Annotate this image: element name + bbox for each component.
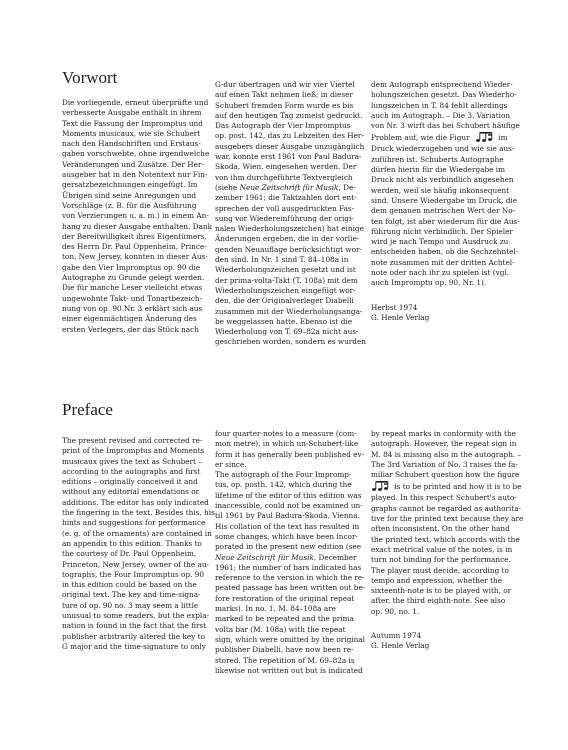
text-line: editions – originally conceived it and <box>62 477 198 487</box>
signature-date: Herbst 1974 <box>371 302 418 312</box>
text-line: tempo and expression, whether the <box>371 575 503 585</box>
figure-line-text-after: im <box>498 133 508 143</box>
text-line: The autograph of the Four Impromp- <box>215 470 352 480</box>
text-line: publisher Diabelli, have now been re- <box>215 645 354 655</box>
text-line: op. post. 142, das zu Lebzeiten des Her- <box>215 131 364 141</box>
text-line: verbesserte Ausgabe enthält in ihrem <box>62 108 202 118</box>
text-line: ton, New Jersey, konnten in dieser Aus- <box>62 252 208 262</box>
signature-publisher: G. Henle Verlag <box>371 312 430 322</box>
preface-column-2 <box>215 429 366 676</box>
text-line: Das Autograph der Vier Impromptus <box>215 121 351 131</box>
vorwort-column-2 <box>215 80 366 348</box>
text-line: entscheiden haben, ob die Sechzehntel- <box>371 247 519 257</box>
text-line: Moments musicaux, wie sie Schubert <box>62 128 201 138</box>
text-line: werden, weil sie häufig inkonsequent <box>371 185 510 195</box>
text-line: von Verzierungen u. a. m.) in einem An- <box>62 211 209 221</box>
text-line: ungewohnte Takt- und Tonartbezeich- <box>62 293 203 303</box>
text-line: sprechen der voll ausgedruckten Fas- <box>215 203 355 213</box>
text-line: publisher arbitrarily altered the key to <box>62 631 205 641</box>
text-line: zember 1961; die Taktzahlen dort ent- <box>215 193 357 203</box>
text-line: original text. The key and time-signa- <box>62 590 201 600</box>
text-line: auf den heutigen Tag zumeist gedruckt. <box>215 110 363 120</box>
text-line: unusual to some readers, but the expla- <box>62 611 210 621</box>
text-line: dem genauen metrischen Wert der No- <box>371 206 516 216</box>
signature-publisher: G. Henle Verlag <box>371 641 430 651</box>
text-line: exact metrical value of the notes, is in <box>371 544 513 554</box>
text-line: Wiederholungszeichen eingefügt wor- <box>215 285 356 295</box>
text-line: Die vorliegende, erneut überprüfte und <box>62 98 209 107</box>
text-line: geschrieben worden, sondern es wurden <box>215 337 366 347</box>
rhythm-figure-icon <box>371 480 389 492</box>
text-line: four quarter-notes to a measure (com- <box>215 429 357 438</box>
text-line: porated in the present new edition (see <box>215 542 362 552</box>
text-line: auch Impromptu op. 90, Nr. 1). <box>371 278 487 288</box>
text-line: ersten Verlegers, der das Stück nach <box>62 324 199 334</box>
text-line: form it has generally been published ev- <box>215 449 365 459</box>
text-line: Änderungen ergeben, die in der vorlie- <box>215 234 360 244</box>
text-line: war, konnte erst 1961 von Paul Badura- <box>215 152 362 162</box>
text-line: Druck nicht als verbindlich angesehen <box>371 175 514 185</box>
text-line: nung von op. 90 Nr. 3 erklärt sich aus <box>62 303 203 313</box>
text-line: The 3rd Variation of No. 3 raises the fa- <box>371 459 518 469</box>
vorwort-column-1 <box>62 98 213 335</box>
text-line: wird je nach Tempo und Ausdruck zu <box>371 237 509 247</box>
text-line: inaccessible, could not be examined un- <box>215 501 363 511</box>
text-line: den, die der Originalverleger Diabelli <box>215 296 354 306</box>
vorwort-column-3 <box>371 80 520 323</box>
text-line: der Bereitwilligkeit ihres Eigentümers, <box>62 231 207 241</box>
text-line: Vorschläge (z. B. für die Ausführung <box>62 200 197 210</box>
text-line: lifetime of the editor of this edition was <box>215 490 362 500</box>
text-line: sung vor Wiedereinführung der origi- <box>215 213 354 223</box>
text-line: lungszeichen in T. 84 fehlt allerdings <box>371 100 508 110</box>
rhythm-figure-icon <box>475 131 493 143</box>
text-line: gersatzbezeichnungen eingefügt. Im <box>62 180 198 190</box>
text-line: ten folgt, ist aber wiederum für die Aus- <box>371 216 520 226</box>
text-line: des Herrn Dr. Paul Oppenheim, Prince- <box>62 242 207 252</box>
figure-line <box>371 131 507 144</box>
text-line: sind. Unsere Wiedergabe im Druck, die <box>371 195 518 205</box>
text-line: Neue Zeitschrift für Musik, December <box>215 552 357 562</box>
text-line: auch im Autograph. – Die 3. Variation <box>371 110 511 120</box>
text-line: sixteenth-note is to be played with, or <box>371 586 512 596</box>
vorwort-title: Vorwort <box>62 68 118 87</box>
text-line: til 1961 by Paul Badura-Skoda, Vienna. <box>215 511 360 521</box>
text-line: often inconsistent. On the other hand <box>371 524 510 534</box>
text-line: nation is found in the fact that the first <box>62 621 207 631</box>
text-line: gabe den Vier Impromptus op. 90 die <box>62 262 201 272</box>
text-line: note zusammen mit der dritten Achtel- <box>371 257 515 267</box>
text-line: Wiederholungszeichen gesetzt und ist <box>215 265 356 275</box>
text-line: auf einen Takt nehmen ließ; in dieser <box>215 90 353 100</box>
text-line: played. In this respect Schubert's auto- <box>371 493 517 503</box>
text-line: gaben vorschwebte, ohne irgendwelche <box>62 149 210 159</box>
text-line: genden Neuauflage berücksichtigt wor- <box>215 244 363 254</box>
preface-column-3 <box>371 429 524 652</box>
text-line: peated passage has been written out be- <box>215 583 366 593</box>
text-line: dürfen hierin für die Wiedergabe im <box>371 165 506 175</box>
text-line: von Nr. 3 wirft das bei Schubert häufige <box>371 121 520 131</box>
text-line: tive for the printed text because they are <box>371 514 524 524</box>
text-line: den sind. In Nr. 1 sind T. 84–108a in <box>215 255 349 265</box>
text-line: Text die Fassung der Impromptus und <box>62 118 203 128</box>
text-line: nach den Handschriften und Erstaus- <box>62 139 201 149</box>
text-line: marked to be repeated and the prima <box>215 614 354 624</box>
text-line: tographs, the Four Impromptus op. 90 <box>62 569 205 579</box>
text-line: op. 90, no. 1. <box>371 606 420 616</box>
text-line: ture of op. 90 no. 3 may seem a little <box>62 600 199 610</box>
text-line: 1961; the number of bars indicated has <box>215 562 362 572</box>
text-line: according to the autographs and first <box>62 466 201 476</box>
text-line: volta bar (M. 108a) with the repeat <box>215 624 346 634</box>
text-line: mon metre), in which un-Schubert-like <box>215 439 359 449</box>
text-line: G major and the time-signature to only <box>62 641 206 651</box>
text-line: G-dur übertragen und wir vier Viertel <box>215 80 355 89</box>
text-line: ausgeber hat in den Notentext nur Fin- <box>62 170 208 180</box>
text-line: Skoda, Wien, eingesehen werden. Der <box>215 162 357 172</box>
text-line: Die für manche Leser vielleicht etwas <box>62 283 203 293</box>
text-line: in this edition could be based on the <box>62 580 197 590</box>
text-line: tus, op. posth. 142, which during the <box>215 480 352 490</box>
text-line: zuführen ist. Schuberts Autographe <box>371 154 504 164</box>
text-line: sign, which were omitted by the original <box>215 634 365 644</box>
text-line: graphs cannot be regarded as authorita- <box>371 503 522 513</box>
text-line: stored. The repetition of M. 69–82a is <box>215 655 355 665</box>
text-line: the courtesy of Dr. Paul Oppenheim, <box>62 549 197 559</box>
text-line: der prima-volta-Takt (T. 108a) mit dem <box>215 275 358 285</box>
text-line: er since. <box>215 459 247 469</box>
text-line: Veränderungen und Zusätze. Der Her- <box>62 159 204 169</box>
text-line: turn not binding for the performance. <box>371 555 511 565</box>
signature-date: Autumn 1974 <box>371 631 422 641</box>
text-line: (siehe Neue Zeitschrift für Musik, De- <box>215 182 356 192</box>
text-line: some changes, which have been incor- <box>215 531 358 541</box>
figure-line <box>371 480 522 493</box>
preface-title: Preface <box>62 400 113 419</box>
text-line: holungszeichen gesetzt. Das Wiederho- <box>371 90 517 100</box>
text-line: zusammen mit der Wiederholungsanga- <box>215 306 363 316</box>
text-line: fore restoration of the original repeat <box>215 593 355 603</box>
text-line: additions. The editor has only indicated <box>62 497 209 507</box>
text-line: reference to the version in which the re- <box>215 573 365 583</box>
text-line: führung nicht verbindlich. Der Spieler <box>371 226 513 236</box>
figure-line-text: Problem auf, wie die Figur <box>371 133 470 143</box>
text-line: (e. g. of the ornaments) are contained in <box>62 528 212 538</box>
text-line: by repeat marks in conformity with the <box>371 429 516 438</box>
text-line: His collation of the text has resulted in <box>215 521 360 531</box>
text-line: einer eigenmächtigen Änderung des <box>62 314 197 324</box>
figure-line-text-after: is to be printed and how it is to be <box>394 482 522 492</box>
text-line: note oder nach ihr zu spielen ist (vgl. <box>371 268 510 278</box>
text-line: an appendix to this edition. Thanks to <box>62 538 202 548</box>
text-line: nalen Wiederholungszeichen) hat einige <box>215 224 364 234</box>
text-line: the fingering in the text. Besides this, his <box>62 508 215 518</box>
text-line: autograph. However, the repeat sign in <box>371 439 517 449</box>
text-line: the printed text, which accords with the <box>371 534 520 544</box>
text-line: hang zu dieser Ausgabe enthalten. Dank <box>62 221 213 231</box>
text-line: Autographe zu Grunde gelegt werden. <box>62 273 205 283</box>
text-line: Princeton, New Jersey, owner of the au- <box>62 559 210 569</box>
text-line: be weggelassen hatte. Ebenso ist die <box>215 316 353 326</box>
text-line: Schubert fremden Form wurde es bis <box>215 100 354 110</box>
text-line: marks). In no. 1, M. 84–108a are <box>215 604 336 614</box>
text-line: The present revised and corrected re- <box>62 436 203 445</box>
text-line: Wiederholung von T. 69–82a nicht aus- <box>215 327 359 337</box>
text-line: likewise not written out but is indicated <box>215 665 363 675</box>
text-line: ausgebers dieser Ausgabe unzugänglich <box>215 141 365 151</box>
text-line: without any editorial emendations or <box>62 487 200 497</box>
text-line: print of the Impromptus and Moments <box>62 446 205 456</box>
text-line: Übrigen sind seine Anregungen und <box>62 190 197 200</box>
text-line: musicaux gives the text as Schubert – <box>62 456 202 466</box>
text-line: dem Autograph entsprechend Wieder- <box>371 80 513 89</box>
preface-column-1 <box>62 436 215 652</box>
text-line: von ihm durchgeführte Textvergleich <box>215 172 353 182</box>
text-line: M. 84 is missing also in the autograph. – <box>371 449 522 459</box>
text-line: The player must decide, according to <box>371 565 509 575</box>
text-line: after, the third eighth-note. See also <box>371 596 506 606</box>
text-line: hints and suggestions for performance <box>62 518 206 528</box>
text-line: miliar Schubert question how the figure <box>371 470 520 480</box>
text-line: Druck wiederzugeben und wie sie aus- <box>371 144 515 154</box>
